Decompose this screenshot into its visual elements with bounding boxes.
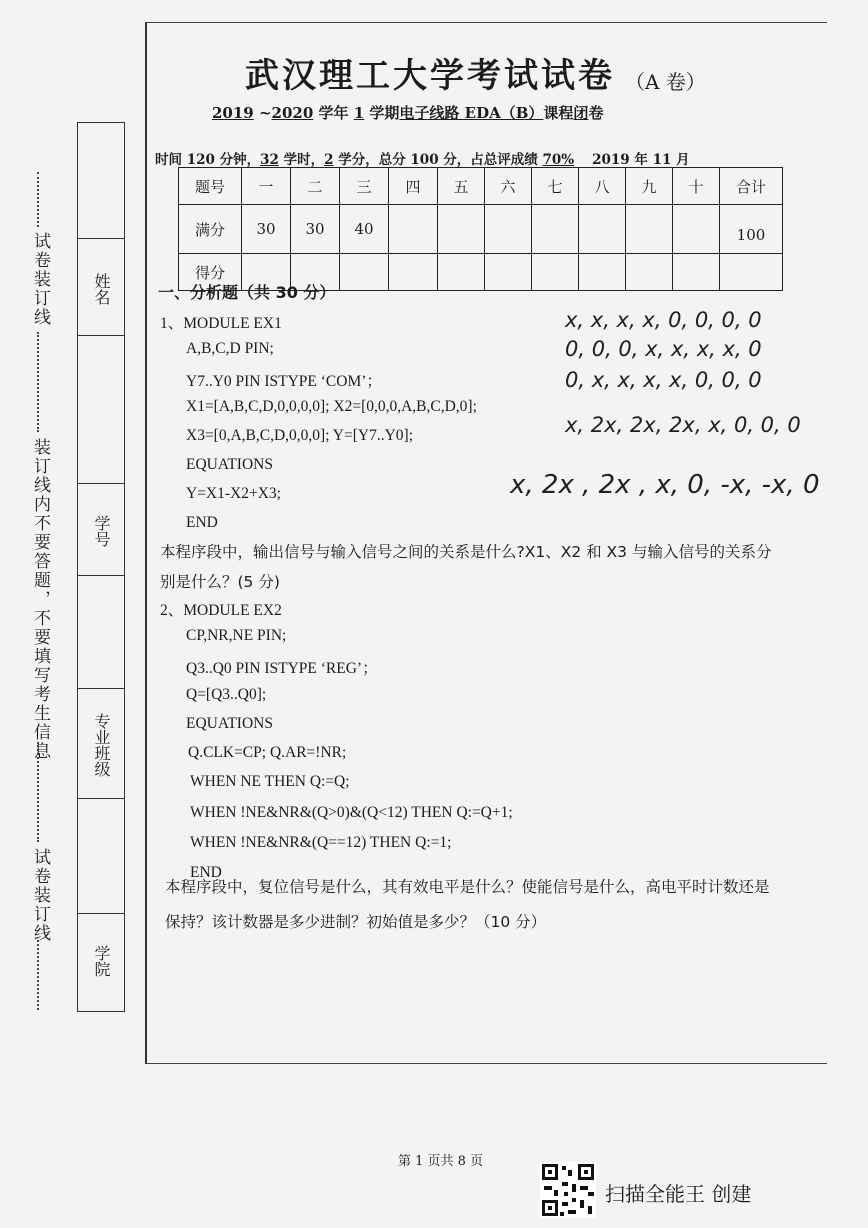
year-start: 2019 [212, 104, 254, 122]
percent: 70% [542, 152, 575, 168]
page-number: 第 1 页共 8 页 [398, 1154, 484, 1169]
table-cell [438, 205, 485, 254]
score-input[interactable] [720, 254, 783, 291]
juan-label: 卷 [588, 104, 604, 122]
divider [78, 238, 124, 239]
table-cell: 八 [579, 168, 626, 205]
code-line: X1=[A,B,C,D,0,0,0,0]; X2=[0,0,0,A,B,C,D,0]; [186, 398, 477, 415]
code-line: 1、MODULE EX1 [160, 315, 282, 332]
qr-code-icon [540, 1162, 596, 1218]
handwritten-answer: 0, 0, 0, x, x, x, x, 0 [565, 337, 762, 361]
table-cell: 100 [720, 205, 783, 254]
table-cell: 一 [242, 168, 291, 205]
divider [78, 483, 124, 484]
code-line: Y=X1-X2+X3; [186, 485, 281, 502]
divider [78, 913, 124, 914]
row-label: 满分 [179, 205, 242, 254]
binding-dots-mid-1 [37, 332, 39, 432]
hours: 32 [260, 152, 279, 168]
table-cell [485, 205, 532, 254]
score-input[interactable] [485, 254, 532, 291]
table-cell: 六 [485, 168, 532, 205]
table-row [179, 168, 783, 205]
total-label: 分，占总评成绩 [438, 152, 543, 168]
page-title: 武汉理工大学考试试卷 [245, 56, 615, 96]
table-cell: 五 [438, 168, 485, 205]
score-input[interactable] [579, 254, 626, 291]
score-input[interactable] [340, 254, 389, 291]
code-line: X3=[0,A,B,C,D,0,0,0]; Y=[Y7..Y0]; [186, 427, 414, 444]
divider [78, 575, 124, 576]
handwritten-answer: x, 2x , 2x , x, 0, -x, -x, 0 [510, 470, 820, 500]
question-text: 别是什么？(5 分) [160, 573, 280, 591]
code-line: Q.CLK=CP; Q.AR=!NR; [188, 744, 347, 761]
credits: 2 [324, 152, 334, 168]
semester: 1 [353, 104, 365, 122]
course-header [212, 102, 603, 123]
code-line: WHEN !NE&NR&(Q==12) THEN Q:=1; [190, 834, 452, 851]
table-cell: 十 [673, 168, 720, 205]
code-line: WHEN NE THEN Q:=Q; [190, 773, 350, 790]
kecheng-label: 课程 [543, 104, 574, 122]
exam-info [155, 148, 690, 168]
time-prefix: 时间 [155, 152, 187, 168]
hours-label: 学时， [278, 152, 325, 168]
binding-dots-bottom [37, 940, 39, 1010]
score-input[interactable] [673, 254, 720, 291]
divider [78, 798, 124, 799]
table-cell: 30 [242, 205, 291, 254]
question-text: 本程序段中，复位信号是什么，其有效电平是什么？使能信号是什么，高电平时计数还是 [165, 878, 770, 896]
total-score: 100 [410, 152, 439, 168]
table-cell: 合计 [720, 168, 783, 205]
table-cell [532, 205, 579, 254]
exam-type: 闭 [573, 104, 589, 122]
row-label: 得分 [179, 254, 242, 291]
score-input[interactable] [389, 254, 438, 291]
code-line: Q=[Q3..Q0]; [186, 686, 267, 703]
table-cell [389, 205, 438, 254]
score-input[interactable] [626, 254, 673, 291]
xuenian-label: 学年 [313, 104, 354, 122]
question-text: 保持？该计数器是多少进制？初始值是多少？（10 分） [165, 913, 547, 931]
section-title: 一、分析题（共 30 分） [158, 283, 336, 302]
name-field-label: 姓名 [92, 273, 111, 305]
student-info-box [77, 122, 125, 1012]
code-line: CP,NR,NE PIN; [186, 627, 287, 644]
binding-text-top: 试卷装订线 [30, 232, 50, 327]
table-cell: 30 [291, 205, 340, 254]
code-line: WHEN !NE&NR&(Q>0)&(Q<12) THEN Q:=Q+1; [190, 804, 513, 821]
scanner-watermark: 扫描全能王 创建 [605, 1182, 752, 1206]
code-line: Y7..Y0 PIN ISTYPE ‘COM’； [186, 373, 382, 390]
year-end: 2020 [271, 104, 314, 122]
table-cell [673, 205, 720, 254]
exam-date: 2019 年 11 月 [592, 152, 690, 168]
table-cell: 二 [291, 168, 340, 205]
table-row [179, 205, 783, 254]
table-cell [579, 205, 626, 254]
score-input[interactable] [438, 254, 485, 291]
code-line: Q3..Q0 PIN ISTYPE ‘REG’； [186, 660, 378, 677]
binding-text-bottom: 试卷装订线 [30, 848, 50, 943]
code-line: EQUATIONS [186, 456, 273, 473]
code-line: A,B,C,D PIN; [186, 340, 274, 357]
code-line: END [186, 514, 218, 531]
score-input[interactable] [532, 254, 579, 291]
handwritten-answer: x, x, x, x, 0, 0, 0, 0 [565, 308, 762, 332]
time-minutes: 120 [186, 152, 215, 168]
score-table [178, 167, 783, 291]
table-cell: 七 [532, 168, 579, 205]
major-class-field-label: 专业班级 [92, 713, 111, 777]
binding-dots-mid-2 [37, 742, 39, 842]
paper-version: （A 卷） [625, 70, 706, 94]
year-sep: ~ [253, 104, 272, 122]
handwritten-answer: 0, x, x, x, x, 0, 0, 0 [565, 368, 762, 392]
handwritten-answer: x, 2x, 2x, 2x, x, 0, 0, 0 [565, 413, 801, 437]
course-name: 电子线路 EDA（B） [399, 104, 544, 122]
table-cell: 四 [389, 168, 438, 205]
divider [78, 688, 124, 689]
college-field-label: 学院 [92, 945, 111, 977]
binding-dots-top [37, 172, 39, 227]
table-cell [626, 205, 673, 254]
table-cell: 40 [340, 205, 389, 254]
table-cell: 三 [340, 168, 389, 205]
code-line: END [190, 864, 222, 881]
question-text: 本程序段中，输出信号与输入信号之间的关系是什么?X1、X2 和 X3 与输入信号的关系分 [160, 543, 772, 561]
table-cell: 九 [626, 168, 673, 205]
code-line: EQUATIONS [186, 715, 273, 732]
credits-label: 学分，总分 [333, 152, 411, 168]
time-suffix: 分钟， [214, 152, 261, 168]
code-line: 2、MODULE EX2 [160, 602, 282, 619]
student-id-field-label: 学号 [92, 515, 111, 547]
xueqi-label: 学期 [364, 104, 400, 122]
divider [78, 335, 124, 336]
row-label: 题号 [179, 168, 242, 205]
binding-text-middle: 装订线内不要答题，不要填写考生信息 [30, 438, 50, 761]
